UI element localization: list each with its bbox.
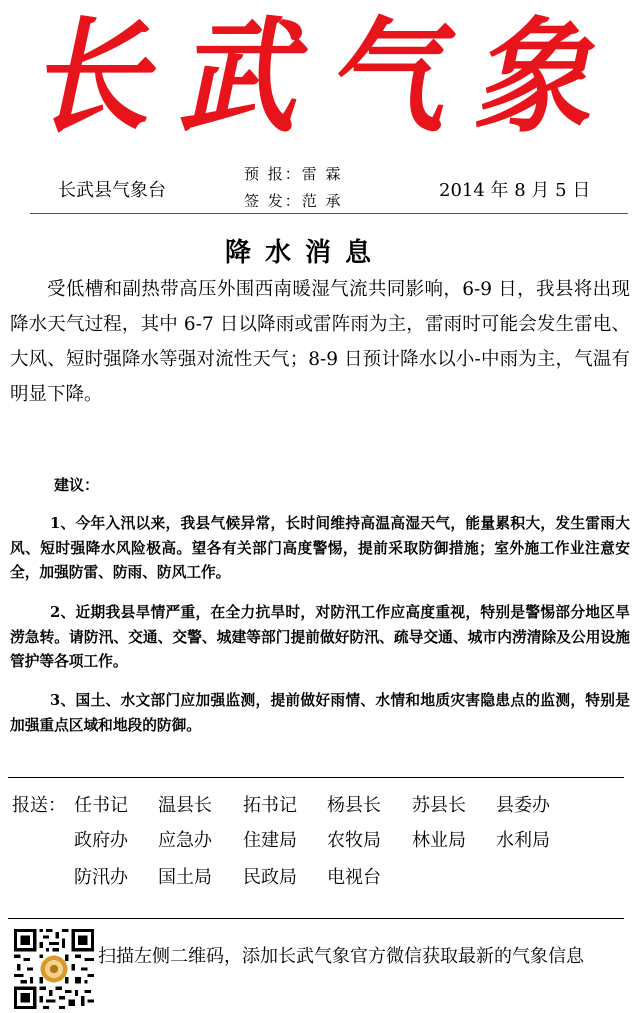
- recipient: 拓书记: [243, 795, 297, 816]
- recipients-top-rule: [8, 777, 624, 778]
- recipients-label: 报送：: [12, 795, 66, 816]
- issue-date: 2014 年 8 月 5 日: [439, 180, 591, 201]
- masthead-char: 长: [24, 3, 174, 150]
- footer-note: 扫描左侧二维码，添加长武气象官方微信获取最新的气象信息: [98, 946, 584, 967]
- recipient: 杨县长: [327, 795, 381, 816]
- suggestion-item: 1、今年入汛以来，我县气候异常，长时间维持高温高湿天气，能量累积大，发生雷雨大风、短时强降水风险极高。望各有关部门高度警惕，提前采取防御措施；室外施工作业注意安全，加强防雷、防雨、防风工作。: [10, 515, 630, 581]
- page-title: 降水消息: [224, 238, 385, 268]
- recipient: 国土局: [158, 867, 212, 888]
- recipient: 苏县长: [412, 795, 466, 816]
- masthead-char: 象: [466, 3, 616, 150]
- recipient: 住建局: [243, 830, 297, 851]
- recipient: 县委办: [496, 795, 550, 816]
- masthead: [24, 2, 616, 152]
- recipients-bottom-rule: [8, 918, 624, 919]
- qr-code-icon: [14, 929, 94, 1009]
- recipient: 林业局: [412, 830, 466, 851]
- recipient: 任书记: [74, 795, 128, 816]
- header-divider: [30, 213, 628, 214]
- masthead-char: 气: [319, 3, 469, 150]
- recipient: 民政局: [243, 867, 297, 888]
- suggestion-item: 2、近期我县旱情严重，在全力抗旱时，对防汛工作应高度重视，特别是警惕部分地区旱涝急转。请防汛、交通、交警、城建等部门提前做好防汛、疏导交通、城市内涝清除及公用设施管护等各项工作。: [10, 604, 630, 670]
- forecaster-line: 预 报：雷 霖: [244, 165, 343, 183]
- signer-line: 签 发：范 承: [244, 192, 343, 210]
- recipient: 电视台: [327, 867, 381, 888]
- recipient: 防汛办: [74, 867, 128, 888]
- suggestion-item: 3、国土、水文部门应加强监测，提前做好雨情、水情和地质灾害隐患点的监测，特别是加强重点区域和地段的防御。: [10, 692, 630, 734]
- recipient: 农牧局: [327, 830, 381, 851]
- issuer-name: 长武县气象台: [58, 180, 166, 201]
- recipient: 政府办: [74, 830, 128, 851]
- recipient: 水利局: [496, 830, 550, 851]
- masthead-char: 武: [171, 3, 321, 150]
- forecast-body: 受低槽和副热带高压外围西南暖湿气流共同影响，6-9 日，我县将出现降水天气过程，其中 6-7 日以降雨或雷阵雨为主，雷雨时可能会发生雷电、大风、短时强降水等强对流性天气；8-9 日预计降水以小-中雨为主，气温有明显下降。: [10, 279, 630, 405]
- recipient: 温县长: [158, 795, 212, 816]
- suggestions-heading: 建议：: [54, 476, 100, 494]
- recipient: 应急办: [158, 830, 212, 851]
